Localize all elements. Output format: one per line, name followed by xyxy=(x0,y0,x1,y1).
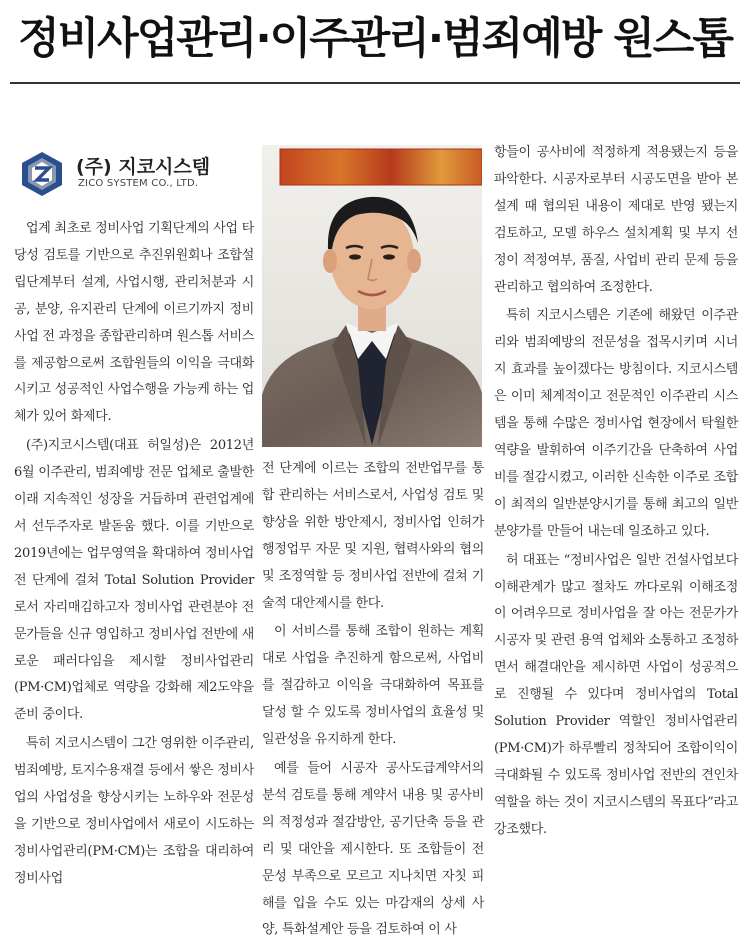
company-name-en: ZICO SYSTEM CO., LTD. xyxy=(78,178,199,189)
column-2 xyxy=(262,456,484,946)
company-name: (주) 지코시스템 xyxy=(76,156,211,178)
paragraph: 이 서비스를 통해 조합이 원하는 계획대로 사업을 추진하게 함으로써, 사업비를 절감하고 이익을 극대화하여 목표를 달성 할 수 있도록 정비사업의 효율성 및 일관성을 유지하게 한다. xyxy=(262,624,484,748)
company-logo xyxy=(18,146,258,206)
paragraph: 특히 지코시스템이 그간 영위한 이주관리, 범죄예방, 토지수용재결 등에서 쌓은 정비사업의 사업성을 향상시키는 노하우와 전문성을 기반으로 정비사업에서 새로이 시도하는 정비사업관리(PM·CM)는 조합을 대리하여 정비사업 xyxy=(14,736,254,886)
portrait-photo xyxy=(262,145,482,447)
zico-logo-icon xyxy=(18,150,66,198)
paragraph: 항들이 공사비에 적정하게 적용됐는지 등을 파악한다. 시공자로부터 시공도면을 받아 본 설계 때 협의된 내용이 제대로 반영 됐는지 검토하고, 모델 하우스 설치계획 및 부지 선정이 적정여부, 품질, 사업비 관리 문제 등을 관리하고 협의하여 조정한다. xyxy=(494,145,738,295)
headline: 정비사업관리·이주관리·범죄예방 원스톱 xyxy=(18,14,732,64)
paragraph: 허 대표는 “정비사업은 일반 건설사업보다 이해관계가 많고 절차도 까다로워 이해조정이 어려우므로 정비사업을 잘 아는 전문가가 시공자 및 관련 용역 업체와 소통하고 조정하면서 해결대안을 제시하면 사업이 성공적으로 진행될 수 있다며 정비사업의 Total Solution Provider 역할인 정비사업관리(PM·CM)가 하루빨리 정착되어 조합이익이 극대화될 수 있도록 정비사업 전반의 견인차 역할을 하는 것이 지코시스템의 목표다”라고 강조했다. xyxy=(494,552,738,837)
paragraph: 예를 들어 시공자 공사도급계약서의 분석 검토를 통해 계약서 내용 및 공사비의 적정성과 절감방안, 공기단축 등을 관리 및 대안을 제시한다. 또 조합들이 전문성 부족으로 모르고 지나치면 자칫 피해를 입을 수도 있는 마감재의 상세 사양, 특화설계안 등을 검토하여 이 사 xyxy=(262,760,484,938)
paragraph: 특히 지코시스템은 기존에 해왔던 이주관리와 범죄예방의 전문성을 접목시키며 시너지 효과를 높이겠다는 방침이다. 지코시스템은 이미 체계적이고 전문적인 이주관리 시스템을 통해 수많은 정비사업 현장에서 탁월한 역량을 발휘하여 이주기간을 단축하여 사업비를 절감시켰고, 이러한 신속한 이주로 조합이 최적의 일반분양시기를 통해 최고의 일반분양가를 만들어 내는데 일조하고 있다. xyxy=(494,308,738,539)
headline-divider xyxy=(10,82,740,84)
paragraph: (주)지코시스템(대표 허일성)은 2012년 6월 이주관리, 범죄예방 전문 업체로 출발한 이래 지속적인 성장을 거듭하며 관련업계에서 선두주자로 발돋움 했다. 이를 기반으로 2019년에는 업무영역을 확대하여 정비사업 전 단계에 걸쳐 Total Solution Provider로서 자리매김하고자 정비사업 관련분야 전문가들을 신규 영입하고 정비사업 전반에 새로운 패러다임을 제시할 정비사업관리(PM·CM)업체로 역량을 강화해 제2도약을 준비 중이다. xyxy=(14,438,254,723)
column-3 xyxy=(494,140,738,846)
paragraph: 업계 최초로 정비사업 기획단계의 사업 타당성 검토를 기반으로 추진위원회나 조합설립단계부터 설계, 사업시행, 관리처분과 시공, 분양, 유지관리 단계에 이르기까지 정비사업 전 과정을 종합관리하며 원스톱 서비스를 제공함으로써 조합원들의 이익을 극대화 시키고 성공적인 사업수행을 가능케 하는 업체가 있어 화제다. xyxy=(14,221,254,425)
paragraph: 전 단계에 이르는 조합의 전반업무를 통합 관리하는 서비스로서, 사업성 검토 및 향상을 위한 방안제시, 정비사업 인허가 행정업무 자문 및 지원, 협력사와의 협의 및 조정역할 등 정비사업 전반에 걸쳐 기술적 대안제시를 한다. xyxy=(262,461,484,611)
column-1-body xyxy=(14,216,254,895)
